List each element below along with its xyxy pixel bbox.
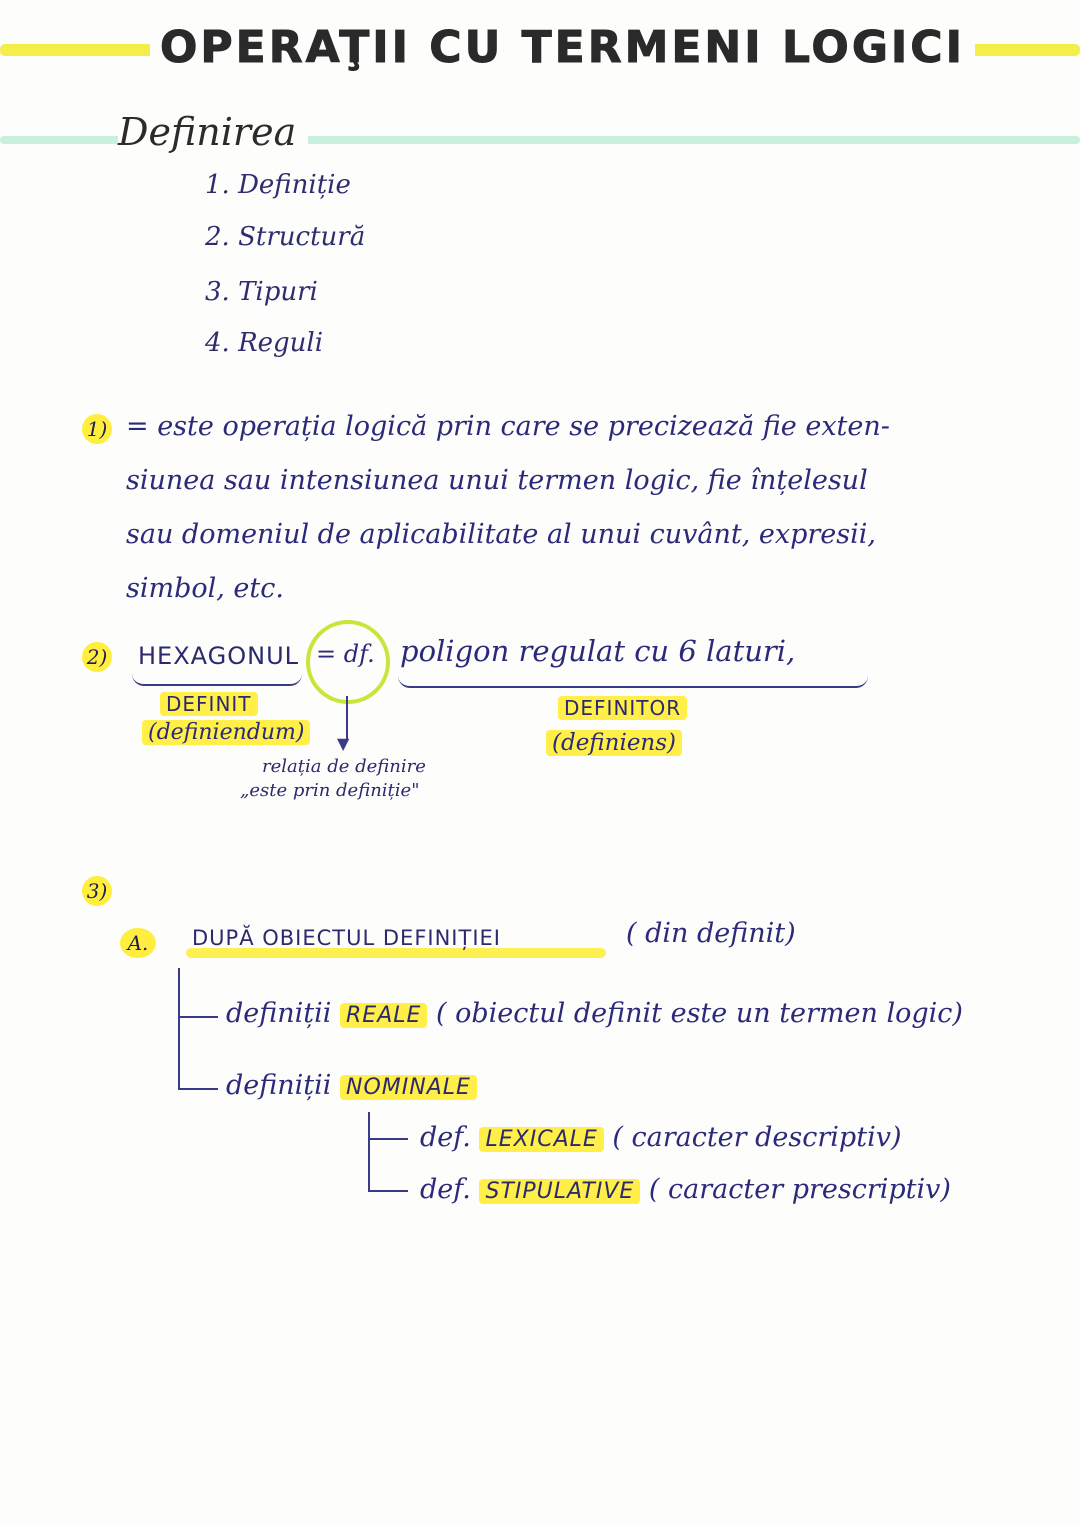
definiendum-label: (definiendum) <box>142 720 310 745</box>
definitor-label-wrap <box>558 696 687 720</box>
subtree-trunk <box>368 1112 370 1190</box>
page-title: OPERAŢII CU TERMENI LOGICI <box>150 22 975 73</box>
definiens-brace <box>398 676 868 688</box>
item-note: ( obiectul definit este un termen logic) <box>436 998 963 1029</box>
item-key: REALE <box>340 1003 427 1028</box>
subitem-lexicale <box>420 1122 902 1153</box>
definiendum-word: HEXAGONUL <box>138 642 300 670</box>
point3-heading-note: ( din definit) <box>626 918 796 949</box>
definit-label: DEFINIT <box>160 692 258 716</box>
section-heading: Definirea <box>118 110 308 154</box>
point3-heading: DUPĂ OBIECTUL DEFINIȚIEI <box>192 926 501 950</box>
subitem-prefix: def. <box>420 1174 471 1205</box>
item-nominale <box>226 1070 477 1101</box>
relation-note-line1: relația de definire <box>262 756 426 777</box>
tree-branch <box>178 1088 218 1090</box>
definit-label-wrap <box>160 692 258 716</box>
subitem-stipulative <box>420 1174 951 1205</box>
tree-branch <box>178 1016 218 1018</box>
item-key: NOMINALE <box>340 1075 477 1100</box>
subitem-note: ( caracter prescriptiv) <box>648 1174 951 1205</box>
subitem-key: LEXICALE <box>479 1127 603 1152</box>
toc-item: 3. Tipuri <box>205 277 318 307</box>
item-prefix: definiții <box>226 998 332 1029</box>
toc-item: 1. Definiție <box>205 170 351 200</box>
point1-paragraph <box>126 400 1056 616</box>
subtree-branch <box>368 1138 408 1140</box>
point2-marker: 2) <box>82 642 112 672</box>
toc-item: 2. Structură <box>205 222 366 252</box>
point1-line: sau domeniul de aplicabilitate al unui cuvânt, expresii, <box>126 519 876 550</box>
definitor-label: DEFINITOR <box>558 696 687 720</box>
point1-line: = este operația logică prin care se precizează fie exten- <box>126 411 890 442</box>
toc-item: 4. Reguli <box>205 328 324 358</box>
definiendum-brace <box>132 674 302 686</box>
item-reale <box>226 998 963 1029</box>
definiendum-label-wrap <box>142 720 310 745</box>
point3-marker: 3) <box>82 876 112 906</box>
subitem-note: ( caracter descriptiv) <box>612 1122 902 1153</box>
definiens-text: poligon regulat cu 6 laturi, <box>400 634 796 668</box>
subitem-key: STIPULATIVE <box>479 1179 640 1204</box>
definiens-label-wrap <box>546 730 682 756</box>
item-prefix: definiții <box>226 1070 332 1101</box>
relation-symbol: = df. <box>316 640 375 668</box>
point1-line: siunea sau intensiunea unui termen logic, fie înțelesul <box>126 465 868 496</box>
point1-marker: 1) <box>82 414 112 444</box>
relation-note-line2: „este prin definiție" <box>240 780 420 801</box>
definiens-label: (definiens) <box>546 730 682 756</box>
point3-letter: A. <box>120 928 156 958</box>
arrow-down-icon: ▼ <box>337 734 350 753</box>
subitem-prefix: def. <box>420 1122 471 1153</box>
point1-line: simbol, etc. <box>126 573 284 604</box>
subtree-branch <box>368 1190 408 1192</box>
tree-trunk <box>178 968 180 1088</box>
